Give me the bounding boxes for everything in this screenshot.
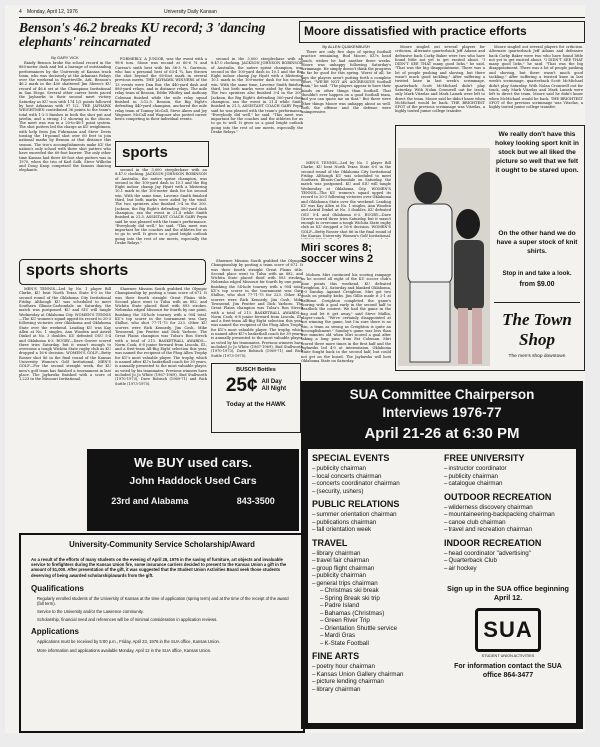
sua-left-column (312, 449, 440, 693)
cars-line-1: We BUY used cars. (133, 455, 252, 470)
outdoor-item: – mountaineering-backpacking chairman (444, 511, 572, 519)
sua-logo-sub: STUDENT UNION ACTIVITIES (481, 654, 535, 658)
cars-contact-row (87, 496, 299, 506)
shorts-column-1 (19, 287, 111, 445)
newspaper-page (5, 5, 585, 733)
miri-headline: Miri scores 8; soccer wins 2 (301, 242, 374, 265)
moore-text-3: Moore singled out several players for criticism. Alternate quarterback Jeff Adams and defensive back Corky Baker were two who have found little not yet to get excited about. "I DIDN'T SEE THAT many good licks," he said. "That was the big disappointment. There was a lot of people pushing and shoving, but there wasn't much good tackling." After suffering a twisted knee in last week's scrimmage, quarterback Scott McMichael didn't play Saturday. With Nolan Cromwell out for track, only Mark Vitzelas and Mark Lamek were left to direct the team. Moore said he didn't know when McMichael would be back. THE BRIGHTEST SPOT of the previous scrimmage was Vitzelas, a highly touted junior college transfer. (489, 45, 583, 110)
indoor-item: – air hockey (444, 565, 572, 573)
travel-item: – K-State Football (312, 640, 440, 648)
pr-item: – publications chairman (312, 519, 440, 527)
town-shop-divider (494, 302, 580, 303)
benson-column-2b (115, 168, 207, 254)
shorts-text-3: Shawnee Mission South grabbed the Olympic Championship by posting a team score of 671. It was their fourth straight Great Plains title. Second place went to Tulsa with an 882, and Wichita State placed third with 893 strokes. Nebraska edged Missouri for fourth by one point, finishing the 54-hole tourney with a 904 total. KU's top scorer in the tournament was Gary Shillue, who shot 77-71-75 for 223. Other KU scorers were Rick Kennedy, Jim Cosh, Mike Townsend, Jim Peutter and Dick Yarboro. The Great Plains champion was Tulsa's Ron Streck with a total of 213. BASKETBALL AWARDS—Norm Cook, 6-8 junior forward from Lincoln, Ill., and a first-team All-Big Eight selection this year, was named the recipient of the Phog Allen Trophy for KU's most valuable player. The trophy, which is named after KU's basketball coach for 39 years, is annually presented to the most valuable player, as voted by his teammates. Previous winners have included Jo Jo White (1967-1969), Bud Stallworth (1970-1973), Dave Robisch (1969-71) and Rick Suttle (1973-1975). (211, 259, 303, 358)
special-item: – (security, ushers) (312, 488, 440, 496)
travel-item: – Spring Break ski trip (312, 595, 440, 603)
benson-column-3 (211, 57, 303, 253)
travel-item: – publicity chairman (312, 572, 440, 580)
folio-rule (19, 17, 585, 18)
travel-item: – library chairman (312, 550, 440, 558)
sua-dates: April 21-26 at 6:30 PM (364, 425, 520, 442)
travel-item: – Green River Trip (312, 617, 440, 625)
travel-item: – group flight chairman (312, 565, 440, 573)
travel-item: – general trips chairman (312, 580, 440, 588)
free-item: – publicity chairman (444, 473, 572, 481)
fine-arts-title: FINE ARTS (312, 651, 360, 661)
scholarship-title: University-Community Service Scholarship/Award (69, 540, 255, 549)
sports-shorts-logo: sports shorts (26, 262, 129, 279)
shorts-text: MEN'S TENNIS—Led by No. 1 player Bill Clarke, KU beat North Texas State 6-0 in the second round of the Oklahoma City Invitational Friday. Although KU was scheduled to meet Southern Illinois-Carbondale on Saturday, the match was postponed. KU and SIU will tangle Wednesday at Oklahoma City. WOMEN'S TENNIS—The KU women's squad upped its record to 20-3 following victories over Oklahoma and Oklahoma State over the weekend. Leading KU was Kay Allen at No. 1 singles, Ann Wooden and Astrid Dinkel at No. 3 doubles. KU defeated OSU 5-4 and Oklahoma 6-3. RUGBY—Dave Grover scored three tries Saturday, but it wasn't enough to overcome a tough Wichita State rugby club as KU dropped a 16-6 decision. WOMEN'S GOLF—Betty Rosser shot 86 in the final round of the Kansas University Women's Golf Invitational. MEN'S GOLF—For the second straight week, the KU men's golf team has finished a tournament in last place. The Jayhawks finished with a score of 1,223 in the Missouri Invitational. (19, 287, 111, 382)
indoor-item: – Quarterback Club (444, 557, 572, 565)
busch-day: Today at the HAWK (226, 401, 286, 408)
shorts-text-2: Shawnee Mission South grabbed the Olympic Championship by posting a team score of 671. It was their fourth straight Great Plains title. Second place went to Tulsa with an 882, and Wichita State placed third with 893 strokes. Nebraska edged Missouri for fourth by one point, finishing the 54-hole tourney with a 904 total. KU's top scorer in the tournament was Gary Shillue, who shot 77-71-75 for 223. Other KU scorers were Rick Kennedy, Jim Cosh, Mike Townsend, Jim Peutter and Dick Yarboro. The Great Plains champion was Tulsa's Ron Streck with a total of 213. BASKETBALL AWARDS—Norm Cook, 6-8 junior forward from Lincoln, Ill., and a first-team All-Big Eight selection this year, was named the recipient of the Phog Allen Trophy for KU's most valuable player. The trophy, which is named after KU's basketball coach for 39 years, is annually presented to the most valuable player, as voted by his teammates. Previous winners have included Jo Jo White (1967-1969), Bud Stallworth (1970-1973), Dave Robisch (1969-71) and Rick Suttle (1973-1975). (115, 287, 207, 386)
moore-column-2 (395, 45, 485, 125)
benson-text-3: second in the 3,000 steeplechase with an 8:47.0 clocking. JACKSON JOHNSON ROBINSON of Australia, the native sprint champion, was second in the 100-yard dash in 10.1 and the Big Eight indoor champ Jay Hyatt with a blistering 10.1 mark in the 100-meter dash for his second win. With the same time, Laverne Smith finished third, but both marks were aided by the wind. The two sprinters also finished 3-4 in the 200. Jackson, the Big Eight's defending 300-yard dash champion, ran the event in 21.4 while Smith finished in 21.5. ASSISTANT COACH GARY Pepin said he was pleased with the team's performance. "Everybody did well," he said. "This meet was important for the coaches and the athletes for us to go to well. It gives us a good bright outlook going into the rest of our meets, especially the Drake Relays." (115, 168, 207, 246)
application-item: Applications must be received by 5:00 p.m., Friday, April 23, 1976 in the SUA office, Kansas Union. (37, 638, 221, 644)
special-item: – concerts coordinator chairman (312, 480, 440, 488)
benson-column-2 (115, 57, 207, 141)
special-item: – local concerts chairman (312, 473, 440, 481)
qualification-item: Scholarship, financial need and references will be of minimal consideration in application reviews. (37, 616, 218, 622)
moore-headline-box (299, 21, 585, 43)
applications-title: Applications (31, 626, 80, 636)
town-shop-price: from $9.00 (519, 281, 555, 288)
benson-text: Randy Benson broke the school record in the 880-meter dash and led a barrage of outstanding performances by the University of Kansas track team, who was decisively at the Arkansas Relays over the weekend in Fayetteville, Ark. Benson's 46.2 mark in the 400 shattered Jim Sheen's KU record of 46.6 set at the Champions Invitational in San Diego. Several other career bests paced the Jayhawks to their second meet victory Saturday as KU won with 174 1/2 points followed by host Arkansas with 97 1/2. THE JAYHAWK WEIGHTMEN contributed 36 points to the team's total with 1-2-3 finishes in both the shot put and javelin, and a strong 1-2 showing in the discus. The meet was run in a 20-to-46-1 point system. The shot putters led the charge as KU weightmen, with help from Jim Fuhrmann and Steve Deets tossing the 16-pound shot over 60 feet to join national marks by Benson at that distance this season. The trio's accomplishments make KU the nation's only school with three shot putters who have exceeded the 60-foot barrier. The only other time Kansas had three 60-foot shot putters was in 1970, when the trio of Karl Salb, Steve Wilhelm and Doug Knop comprised the famous dancing elephants. (19, 61, 111, 173)
scoreboard-text: MEN'S TENNIS—Led by No. 1 player Bill Clarke, KU beat North Texas State 6-0 in the second round of the Oklahoma City Invitational Friday. Although KU was scheduled to meet Southern Illinois-Carbondale on Saturday, the match was postponed. KU and SIU will tangle Wednesday at Oklahoma City. WOMEN'S TENNIS—The KU women's squad upped its record to 20-3 following victories over Oklahoma and Oklahoma State over the weekend. Leading KU was Kay Allen at No. 1 singles, Ann Wooden and Astrid Dinkel at No. 3 doubles. KU defeated OSU 5-4 and Oklahoma 6-3. RUGBY—Dave Grover scored three tries Saturday, but it wasn't enough to overcome a tough Wichita State rugby club as KU dropped a 16-6 decision. WOMEN'S GOLF—Betty Rosser shot 86 in the final round of the Kansas University Women's Golf Invitational. (301, 161, 391, 239)
page-number: 4 (19, 9, 22, 15)
scoreboard-column (301, 161, 391, 239)
sports-shorts-logo-box (19, 259, 206, 285)
indoor-recreation-list (444, 550, 572, 573)
benson-text-2: FORMERLY, A JUNIOR, was the event with a 98-6 toss. Stone was second at 60-6 ¾ and Curran's sixth best with his 56-3 ¼. Garrison, who has a personal best of 63-4 ¾, has thrown the shot beyond the 60-foot mark in several previous meets. THE JAYHAWK WINNERS of the 13 events were Dan Bur, the 440-yard dash and 880-yard relays, and in distance relays. The mile relay team of Benson, Eddie Whitley and Anthony Coleman finished while the mile relay squad finished in 3:12.5. Benson, the Big Eight's defending 440-yard champion, anchored the mile relay team of Tommy McCall, Steve Akers and Joy Wagoner. McCall and Wagoner also posted career bests competing in their individual events. (115, 57, 207, 122)
benson-headline: Benson's 46.2 breaks KU record; 3 'dancing elephants' reincarnated (19, 20, 266, 49)
cars-phone: 843-3500 (236, 496, 275, 506)
sports-logo-box (115, 141, 209, 167)
sua-signup: Sign up in the SUA office beginning April 12. (447, 584, 569, 602)
free-item: – catalogue chairman (444, 480, 572, 488)
public-relations-list (312, 511, 440, 534)
knit-shirt-couple-photo (398, 148, 490, 366)
travel-item: – Mardi Gras (312, 632, 440, 640)
qualifications-title: Qualifications (31, 583, 84, 593)
busch-sub-1: All Day (261, 379, 282, 385)
special-events-list (312, 465, 440, 495)
shorts-column-3 (211, 259, 303, 359)
busch-ad (211, 363, 301, 433)
moore-column-3 (489, 45, 583, 125)
moore-byline: By ALLEN QUAKENBUSH (322, 44, 370, 49)
sua-contact: For information contact the SUA office 864-3477 (454, 663, 562, 679)
pr-item: – summer orientation chairman (312, 511, 440, 519)
town-shop-tagline: The men's shop downtown (508, 354, 566, 359)
travel-item: – Bahamas (Christmas) (312, 610, 440, 618)
town-shop-logo: The Town Shop (502, 310, 572, 349)
indoor-item: – head coordinator "advertising" (444, 550, 572, 558)
indoor-recreation-title: INDOOR RECREATION (444, 537, 542, 548)
benson-text-3b: second in the 3,000 steeplechase with an 8:47.0 clocking. JACKSON JOHNSON ROBINSON of Australia, the native sprint champion, was second in the 100-yard dash in 10.1 and the Big Eight indoor champ Jay Hyatt with a blistering 10.1 mark in the 100-meter dash for his second win. With the same time, Laverne Smith finished third, but both marks were aided by the wind. The two sprinters also finished 3-4 in the 200. Jackson, the Big Eight's defending 300-yard dash champion, ran the event in 21.4 while Smith finished in 21.5. ASSISTANT COACH GARY Pepin said he was pleased with the team's performance. "Everybody did well," he said. "This meet was important for the coaches and the athletes for us to go to well. It gives us a good bright outlook going into the rest of our meets, especially the Drake Relays." (211, 57, 303, 135)
shorts-column-2 (115, 287, 207, 445)
outdoor-item: – canoe club chairman (444, 519, 572, 527)
travel-item: – Christmas ski break (312, 587, 440, 595)
moore-text-2: Moore singled out several players for criticism. Alternate quarterback Jeff Adams and defensive back Corky Baker were two who have found little not yet to get excited about. "I DIDN'T SEE THAT many good licks," he said. "That was the big disappointment. There was a lot of people pushing and shoving, but there wasn't much good tackling." After suffering a twisted knee in last week's scrimmage, quarterback Scott McMichael didn't play Saturday. With Nolan Cromwell out for track, only Mark Vitzelas and Mark Lamek were left to direct the team. Moore said he didn't know when McMichael would be back. THE BRIGHTEST SPOT of the previous scrimmage was Vitzelas, a highly touted junior college transfer. (395, 45, 485, 114)
busch-price: 25¢ (225, 375, 258, 396)
scholarship-ad (19, 533, 305, 733)
sua-panel (308, 449, 576, 723)
travel-item: – Padre Island (312, 602, 440, 610)
travel-item: – Orientation Shuttle service (312, 625, 440, 633)
pr-item: – fall orientation week (312, 526, 440, 534)
free-university-title: FREE UNIVERSITY (444, 453, 525, 463)
qualifications-list (37, 596, 293, 622)
town-shop-headline: We really don't have this hokey looking sport knit in stock but we all liked the picture so well that we felt it ought to be stared upon. (495, 131, 579, 174)
free-item: – instructor coordinator (444, 465, 572, 473)
special-events-title: SPECIAL EVENTS (312, 453, 390, 463)
cars-address: 23rd and Alabama (111, 496, 189, 506)
qualification-item: Regularly enrolled students of the University of Kansas at the time of application (spring term) and at the time of the receipt of the award (fall term). (37, 595, 289, 606)
travel-list (312, 550, 440, 648)
miri-column (301, 273, 391, 375)
free-university-list (444, 465, 572, 488)
travel-title: TRAVEL (312, 537, 348, 548)
application-item: More information and applications available Monday, April 12 in the SUA office, Kansas Union. (37, 647, 212, 653)
town-shop-price-line: Stop in and take a look. (502, 270, 572, 277)
busch-header: BUSCH Bottles (236, 367, 276, 373)
moore-text: There are only five days of spring football practice remaining, Bud Moore, KU's head coach, wishes he had another three weeks. Moore was unhappy following Saturday's scrimmage. He simply doesn't think the progress so far be good for this spring. Worst of all, he says the players aren't putting forth a complete effort. "WE'RE NOT AN AGGRESSIVE football team," he said. "The players appear to have their minds on other things than football. That shouldn't ever happen on a good football team, and you can quote me on that." But there were other things Moore was unhappy about as well. Both the offense and the defense were unimpressive. (301, 50, 391, 115)
benson-column-1 (19, 61, 111, 257)
arts-item: – poetry hour chairman (312, 663, 440, 671)
benson-byline: By GARY VICK (51, 55, 79, 60)
sua-title-2: Interviews 1976-77 (382, 405, 502, 420)
moore-headline: Moore dissatisfied with practice efforts (304, 24, 527, 38)
cars-line-2: John Haddock Used Cars (129, 475, 257, 487)
arts-item: – Kansas Union Gallery chairman (312, 671, 440, 679)
sua-logo-box (475, 608, 541, 652)
sua-right-column (444, 449, 572, 680)
miri-text: Mohsen Miri continued his scoring rampage as he scored all eight of the KU soccer club's nine points this weekend. KU defeated Creighton, 4-2, Saturday and blanked Oklahoma, 6-0 Sunday. Against Creighton, Miri got two goals on penalty kicks. Jim Gillis made it 2-1 at halftime. Creighton completed the game's scoring with a goal early in the second half to deadlock the contest. We had the game in the bag and let it get away," said Steve Mullin, player-coach. "We're certainly disappointed at not winning the game, but I'm sure there is no win, a team as strong as Creighton is quite an accomplishment." Sunday's game was less than five minutes old when Miri scored a goal after taking a long pass from Pat Coleman. Miri scored three more times in the first half and the Jayhawks led 4-0 at intermission. Oklahoma State fought back in the second half, but could not get on the board. The Jayhawks will host Oklahoma State on Saturday. (301, 273, 391, 363)
sua-ad (301, 381, 583, 729)
moore-column-1 (301, 50, 391, 158)
special-item: – publicity chairman (312, 465, 440, 473)
travel-item: – travel fair chairman (312, 557, 440, 565)
outdoor-recreation-list (444, 504, 572, 534)
public-relations-title: PUBLIC RELATIONS (312, 499, 400, 509)
town-shop-ad (395, 125, 585, 371)
outdoor-recreation-title: OUTDOOR RECREATION (444, 491, 552, 502)
sua-title-1: SUA Committee Chairperson (349, 387, 535, 402)
used-cars-ad (87, 449, 299, 531)
arts-item: – picture lending chairman (312, 678, 440, 686)
applications-list (37, 639, 293, 653)
busch-sub-2: All Night (261, 386, 287, 392)
paper-name: University Daily Kansan (164, 9, 217, 15)
scholarship-intro: As a result of the efforts of many students on the evening of April 28, 1976 in the saving of furniture, art objects and invaluable service to firefighters during the Kansas Union fire, some insurance carriers decided to present to the Kansas Union a gift in the amount of $1,000. After presentation of the gift, it was suggested that the Student Union Activities Board seek those students deserving of being awarded scholarship/awards from the gift. (31, 557, 287, 578)
qualification-item: Service to the University and/or the Lawrence community. (37, 608, 144, 614)
sua-logo: SUA (483, 617, 533, 642)
sports-logo: sports (122, 144, 168, 161)
issue-date: Monday, April 12, 1976 (27, 9, 78, 15)
outdoor-item: – wilderness discovery chairman (444, 504, 572, 512)
busch-price-row (212, 375, 300, 397)
outdoor-item: – travel and recreation chairman (444, 526, 572, 534)
busch-times (262, 379, 287, 393)
town-shop-text-2: On the other hand we do have a super stock of knit shirts. (496, 230, 578, 255)
fine-arts-list (312, 663, 440, 693)
arts-item: – library chairman (312, 686, 440, 694)
